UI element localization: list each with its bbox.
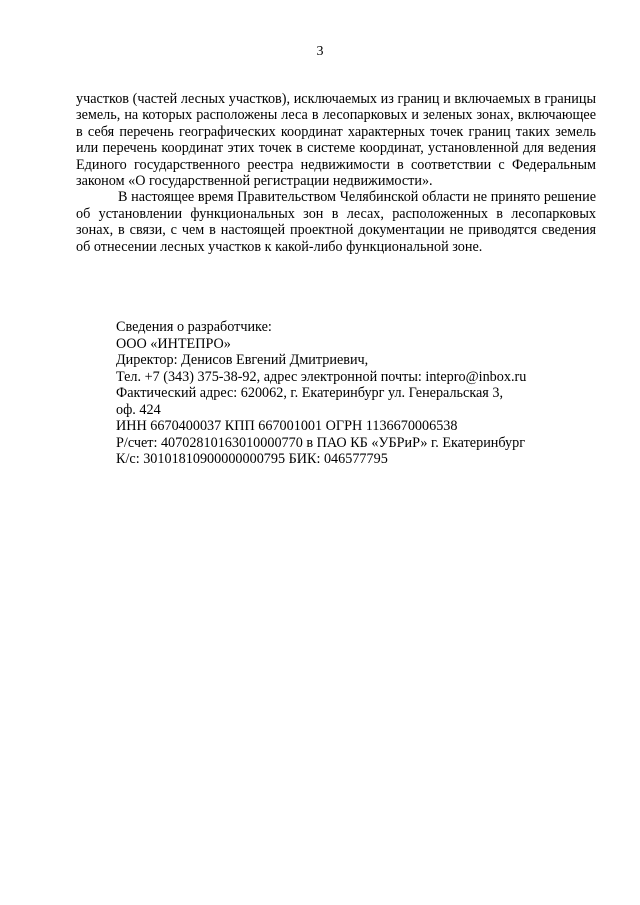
body-text (76, 91, 596, 255)
paragraph-continuation: участков (частей лесных участков), исключаемых из границ и включаемых в границы земель, на которых расположены леса в лесопарковых и зеленых зонах, включающее в себя перечень географических координат характерных точек границ таких земель или перечень координат этих точек в системе координат, установленной для ведения Единого государственного реестра недвижимости в соответствии с Федеральным законом «О государственной регистрации недвижимости». (76, 91, 596, 190)
developer-registration: ИНН 6670400037 КПП 667001001 ОГРН 1136670006538 (116, 418, 458, 434)
paragraph-functional-zones: В настоящее время Правительством Челябинской области не принято решение об установлении функциональных зон в лесах, расположенных в лесопарковых зонах, в связи, с чем в настоящей проектной документации не приводятся сведения об отнесении лесных участков к какой-либо функциональной зоне. (76, 189, 596, 255)
developer-director: Директор: Денисов Евгений Дмитриевич, (116, 352, 369, 368)
developer-address-line-2: оф. 424 (116, 401, 161, 418)
developer-info (116, 319, 586, 468)
page-number: 3 (316, 44, 324, 59)
developer-address-line-1: Фактический адрес: 620062, г. Екатеринбург ул. Генеральская 3, (116, 385, 504, 401)
developer-correspondent: К/с: 30101810900000000795 БИК: 046577795 (116, 451, 388, 467)
developer-heading: Сведения о разработчике: (116, 319, 272, 335)
developer-contacts: Тел. +7 (343) 375-38-92, адрес электронной почты: intepro@inbox.ru (116, 368, 527, 385)
developer-account: Р/счет: 40702810163010000770 в ПАО КБ «УБРиР» г. Екатеринбург (116, 434, 526, 451)
developer-company: ООО «ИНТЕПРО» (116, 335, 231, 352)
